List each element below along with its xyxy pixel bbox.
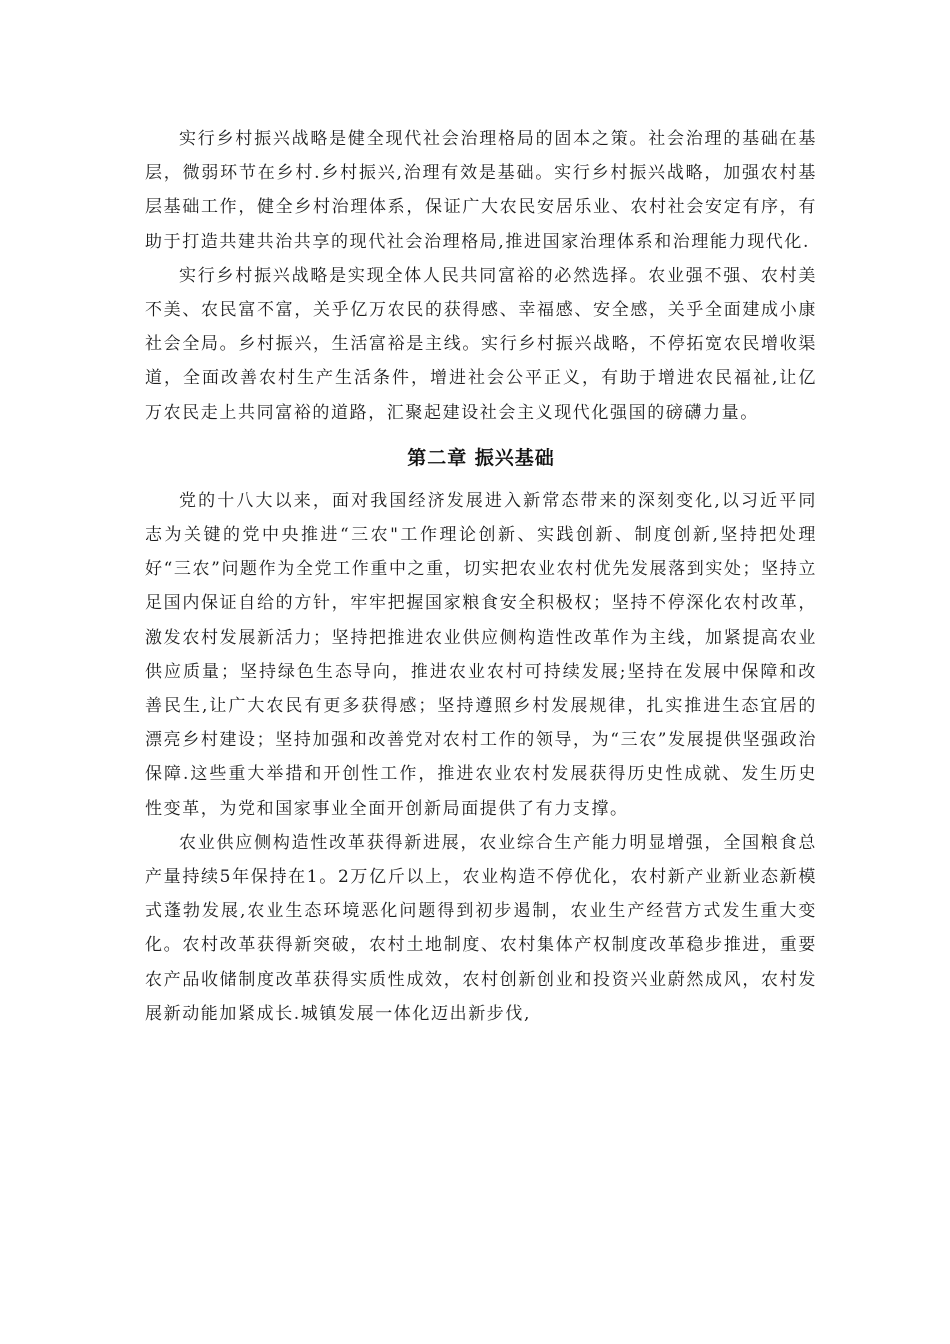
paragraph-common-prosperity: 实行乡村振兴战略是实现全体人民共同富裕的必然选择。农业强不强、农村美不美、农民富不富，关乎亿万农民的获得感、幸福感、安全感，关乎全面建成小康社会全局。乡村振兴，生活富裕是主线。实行乡村振兴战略，不停拓宽农民增收渠道，全面改善农村生产生活条件，增进社会公平正义，有助于增进农民福祉,让亿万农民走上共同富裕的道路，汇聚起建设社会主义现代化强国的磅礴力量。 <box>145 265 817 423</box>
document-body <box>145 122 817 1031</box>
paragraph-governance: 实行乡村振兴战略是健全现代社会治理格局的固本之策。社会治理的基础在基层，微弱环节在乡村.乡村振兴,治理有效是基础。实行乡村振兴战略，加强农村基层基础工作，健全乡村治理体系，保证广大农民安居乐业、农村社会安定有序，有助于打造共建共治共享的现代社会治理格局,推进国家治理体系和治理能力现代化. <box>145 129 817 252</box>
paragraph-since-18th-congress: 党的十八大以来，面对我国经济发展进入新常态带来的深刻变化,以习近平同志为关键的党中央推进“三农"工作理论创新、实践创新、制度创新,坚持把处理好“三农”问题作为全党工作重中之重，切实把农业农村优先发展落到实处；坚持立足国内保证自给的方针，牢牢把握国家粮食安全积极权；坚持不停深化农村改革，激发农村发展新活力；坚持把推进农业供应侧构造性改革作为主线，加紧提高农业供应质量；坚持绿色生态导向，推进农业农村可持续发展;坚持在发展中保障和改善民生,让广大农民有更多获得感；坚持遵照乡村发展规律，扎实推进生态宜居的漂亮乡村建设；坚持加强和改善党对农村工作的领导，为“三农”发展提供坚强政治保障.这些重大举措和开创性工作，推进农业农村发展获得历史性成就、发生历史性变革，为党和国家事业全面开创新局面提供了有力支撑。 <box>145 490 817 819</box>
chapter-heading: 第二章 振兴基础 <box>407 446 555 469</box>
paragraph-supply-side-reform: 农业供应侧构造性改革获得新进展，农业综合生产能力明显增强，全国粮食总产量持续5年保持在1。2万亿斤以上，农业构造不停优化，农村新产业新业态新模式蓬勃发展,农业生态环境恶化问题得到初步遏制，农业生产经营方式发生重大变化。农村改革获得新突破，农村土地制度、农村集体产权制度改革稳步推进，重要农产品收储制度改革获得实质性成效，农村创新创业和投资兴业蔚然成风，农村发展新动能加紧成长.城镇发展一体化迈出新步伐, <box>145 832 817 1024</box>
